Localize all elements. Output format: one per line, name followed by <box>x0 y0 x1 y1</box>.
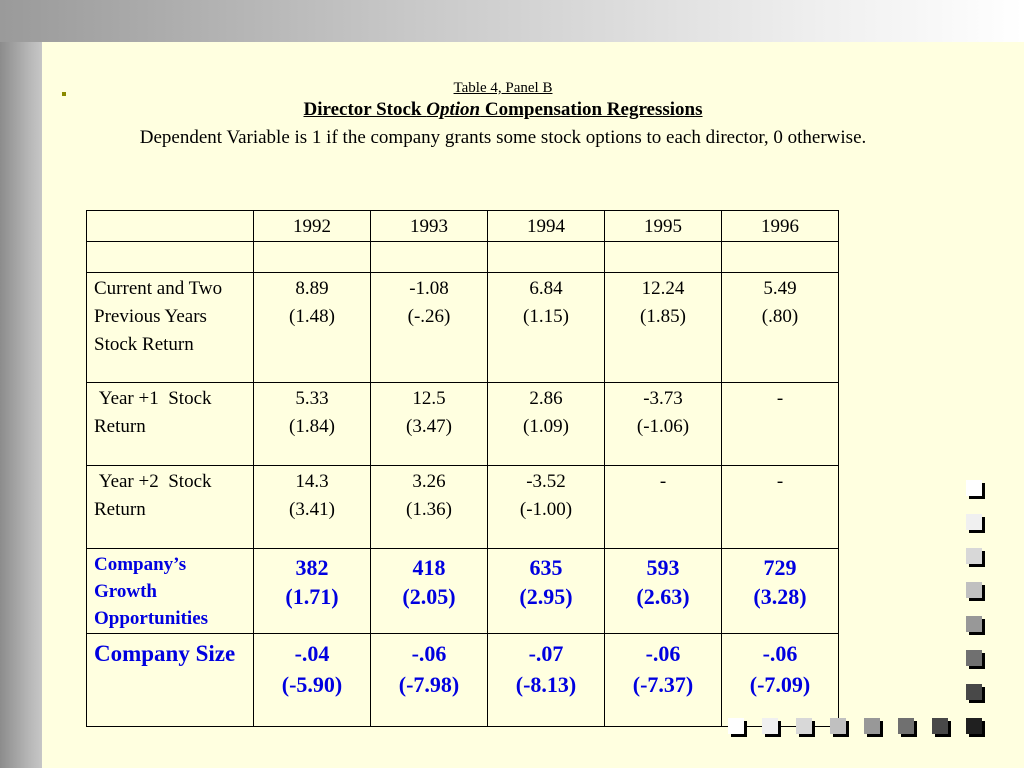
coefficient: - <box>659 471 667 492</box>
coef-cell <box>254 383 371 466</box>
square-bullet-icon <box>830 718 846 734</box>
coefficient: 3.26 <box>412 471 446 492</box>
gradient-top-bar <box>0 0 1024 42</box>
square-bullet-icon <box>864 718 880 734</box>
t-stat: (1.15) <box>523 306 569 327</box>
coef-cell <box>371 383 488 466</box>
square-bullet-icon <box>796 718 812 734</box>
title-part: Director Stock <box>303 99 427 120</box>
coefficient: 729 <box>763 555 797 580</box>
coefficient: -.04 <box>294 641 330 666</box>
bullet-icon <box>62 92 66 96</box>
coefficient: -.06 <box>762 641 798 666</box>
square-bullet-icon <box>932 718 948 734</box>
empty-cell <box>605 242 722 273</box>
title-italic: Option <box>426 99 481 120</box>
row-label: Company’s Growth Opportunities <box>87 549 254 634</box>
t-stat: (-7.37) <box>632 672 694 697</box>
coef-cell <box>254 634 371 727</box>
coefficient: -.06 <box>411 641 447 666</box>
coefficient: 6.84 <box>529 278 563 299</box>
coef-cell <box>722 549 839 634</box>
square-bullet-icon <box>966 650 982 666</box>
coefficient: 593 <box>646 555 680 580</box>
coef-cell <box>371 549 488 634</box>
t-stat: (2.95) <box>519 584 573 609</box>
coefficient: -1.08 <box>409 278 449 299</box>
coefficient: 12.5 <box>412 388 446 409</box>
coefficient: -.07 <box>528 641 564 666</box>
coef-cell <box>605 273 722 383</box>
square-bullet-icon <box>966 718 982 734</box>
table-title <box>80 98 926 122</box>
coef-cell <box>371 466 488 549</box>
coef-cell <box>488 549 605 634</box>
coefficient: 2.86 <box>529 388 563 409</box>
square-bullet-icon <box>966 616 982 632</box>
t-stat: (-5.90) <box>281 672 343 697</box>
row-label: Company Size <box>87 634 254 727</box>
row-label: Current and Two Previous Years Stock Return <box>87 273 254 383</box>
coefficient: 635 <box>529 555 563 580</box>
t-stat: (1.84) <box>289 416 335 437</box>
t-stat: (-8.13) <box>515 672 577 697</box>
empty-cell <box>371 242 488 273</box>
t-stat: (3.47) <box>406 416 452 437</box>
coefficient: 5.49 <box>763 278 797 299</box>
table-row <box>87 383 839 466</box>
coef-cell <box>722 273 839 383</box>
coefficient: -3.52 <box>526 471 566 492</box>
t-stat: (2.05) <box>402 584 456 609</box>
coef-cell <box>488 383 605 466</box>
coef-cell <box>722 634 839 727</box>
coef-cell <box>722 383 839 466</box>
coefficient: 8.89 <box>295 278 329 299</box>
square-bullet-icon <box>966 514 982 530</box>
year-header: 1996 <box>722 211 839 242</box>
coef-cell <box>254 273 371 383</box>
coef-cell <box>488 273 605 383</box>
table-row <box>87 466 839 549</box>
coef-cell <box>722 466 839 549</box>
coefficient: 418 <box>412 555 446 580</box>
coef-cell <box>605 634 722 727</box>
square-bullet-icon <box>966 582 982 598</box>
regression-table <box>86 210 839 727</box>
table-header <box>80 78 926 152</box>
coefficient: 12.24 <box>641 278 685 299</box>
header-corner-cell <box>87 211 254 242</box>
t-stat: (-.26) <box>407 306 451 327</box>
coef-cell <box>488 466 605 549</box>
square-bullet-icon <box>966 480 982 496</box>
square-bullet-icon <box>728 718 744 734</box>
coefficient: -3.73 <box>643 388 683 409</box>
panel-label: Table 4, Panel B <box>453 80 553 96</box>
coef-cell <box>605 383 722 466</box>
year-header: 1995 <box>605 211 722 242</box>
year-header: 1992 <box>254 211 371 242</box>
t-stat: (1.71) <box>285 584 339 609</box>
coef-cell <box>605 466 722 549</box>
coefficient: 5.33 <box>295 388 329 409</box>
coef-cell <box>254 466 371 549</box>
t-stat: (1.09) <box>523 416 569 437</box>
empty-cell <box>87 242 254 273</box>
empty-cell <box>722 242 839 273</box>
square-bullet-icon <box>966 548 982 564</box>
coefficient: -.06 <box>645 641 681 666</box>
empty-cell <box>488 242 605 273</box>
title-part: Compensation Regressions <box>480 99 703 120</box>
coefficient: 14.3 <box>295 471 329 492</box>
coefficient: 382 <box>295 555 329 580</box>
coefficient: - <box>776 471 784 492</box>
row-label: Year +1 Stock Return <box>87 383 254 466</box>
coefficient: - <box>776 388 784 409</box>
year-header: 1993 <box>371 211 488 242</box>
coef-cell <box>254 549 371 634</box>
row-label: Year +2 Stock Return <box>87 466 254 549</box>
t-stat: (-1.00) <box>519 499 573 520</box>
t-stat: (1.48) <box>289 306 335 327</box>
table-row <box>87 273 839 383</box>
t-stat: (-7.09) <box>749 672 811 697</box>
t-stat: (3.41) <box>289 499 335 520</box>
square-bullet-icon <box>966 684 982 700</box>
t-stat: (-7.98) <box>398 672 460 697</box>
t-stat: (3.28) <box>753 584 807 609</box>
t-stat: (1.36) <box>406 499 452 520</box>
empty-cell <box>254 242 371 273</box>
coef-cell <box>371 634 488 727</box>
t-stat: (2.63) <box>636 584 690 609</box>
coef-cell <box>371 273 488 383</box>
square-bullet-icon <box>762 718 778 734</box>
table-row-highlight <box>87 634 839 727</box>
square-bullet-icon <box>898 718 914 734</box>
dependent-variable-note: Dependent Variable is 1 if the company grants some stock options to each director, 0 otherwise. <box>139 127 867 148</box>
coef-cell <box>605 549 722 634</box>
blank-row <box>87 242 839 273</box>
table-row-highlight <box>87 549 839 634</box>
t-stat: (.80) <box>761 306 799 327</box>
year-header: 1994 <box>488 211 605 242</box>
header-row <box>87 211 839 242</box>
t-stat: (-1.06) <box>636 416 690 437</box>
t-stat: (1.85) <box>640 306 686 327</box>
coef-cell <box>488 634 605 727</box>
